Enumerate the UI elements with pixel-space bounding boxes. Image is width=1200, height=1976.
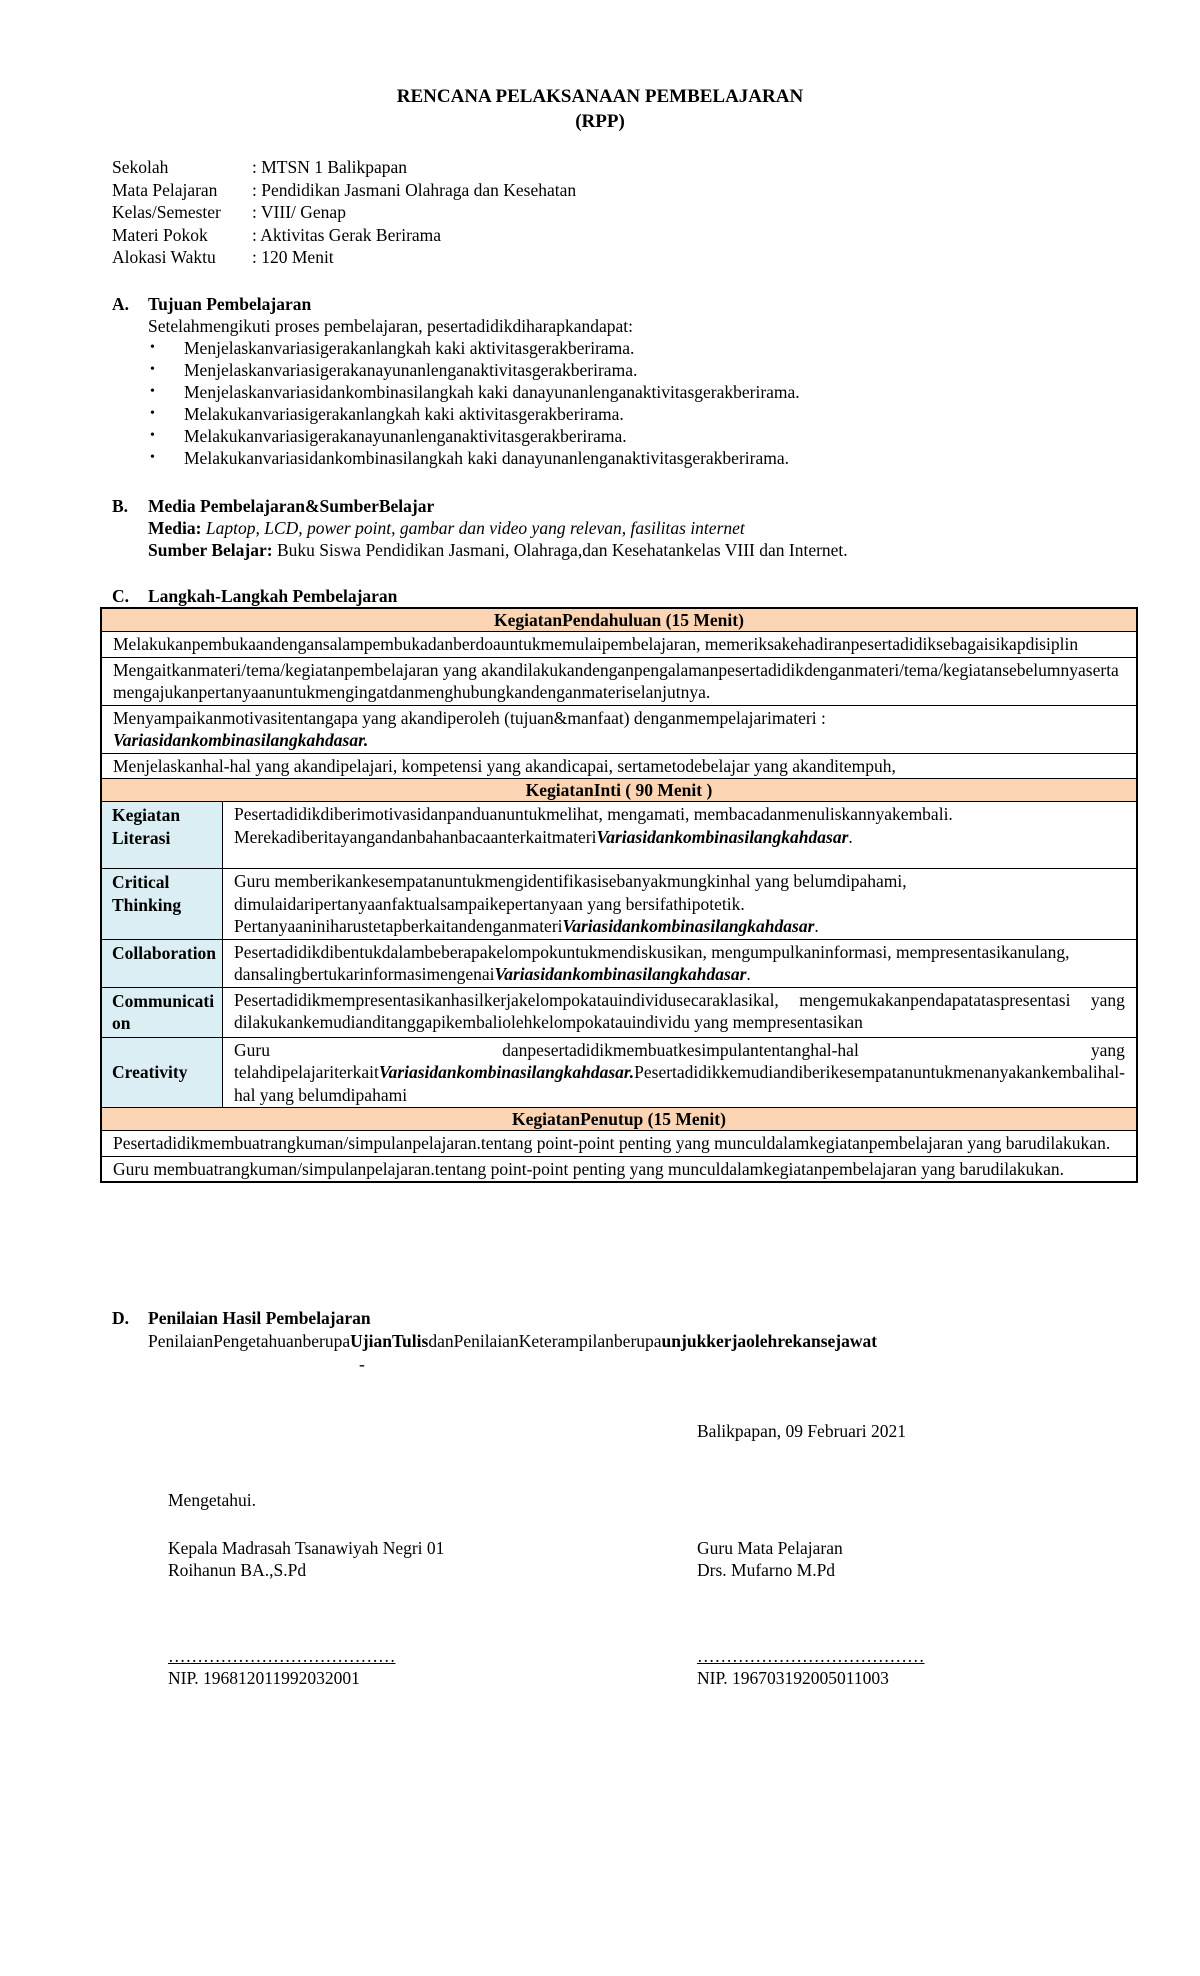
identity-row (112, 201, 576, 224)
identity-row (112, 156, 576, 179)
creativity-text (223, 1037, 1137, 1108)
section-letter: C. (112, 586, 130, 606)
right-title: Guru Mata Pelajaran (697, 1538, 843, 1558)
right-name: Drs. Mufarno M.Pd (697, 1560, 836, 1580)
creativity-body-2: Pesertadidikkemudiandiberikesempatanuntukmenanyakankembalihal-hal yang belumdipahami (234, 1062, 1125, 1105)
bullet-icon: • (150, 362, 155, 377)
media-value: Laptop, LCD, power point, gambar dan video yang relevan, fasilitas internet (201, 518, 745, 538)
left-signature-line: ………………………………… (168, 1646, 396, 1666)
list-item-text: Menjelaskanvariasigerakanayunanlenganaktivitasgerakberirama. (184, 360, 638, 380)
section-a-intro: Setelahmengikuti proses pembelajaran, pesertadidikdiharapkandapat: (148, 316, 633, 336)
table-row (101, 657, 1137, 705)
identity-key: Alokasi Waktu (112, 247, 216, 267)
signature-right (697, 1537, 925, 1689)
assessment-part-2: UjianTulis (350, 1331, 429, 1351)
section-title: Tujuan Pembelajaran (148, 294, 312, 314)
identity-key: Kelas/Semester (112, 202, 221, 222)
list-item (148, 359, 800, 381)
table-row (101, 779, 1137, 802)
pendahuluan-row-3-text: Menyampaikanmotivasitentangapa yang akandiperoleh (tujuan&manfaat) denganmempelajarimateri : (113, 707, 826, 728)
table-row (101, 608, 1137, 632)
identity-value: : Pendidikan Jasmani Olahraga dan Kesehatan (252, 179, 577, 200)
table-row (101, 869, 1137, 940)
section-b-body (148, 517, 848, 561)
topic-text: Variasidankombinasilangkahdasar (494, 964, 747, 984)
identity-key: Sekolah (112, 157, 169, 177)
topic-text: Variasidankombinasilangkahdasar (562, 916, 815, 936)
title-line-2: (RPP) (575, 111, 625, 132)
list-item-text: Melakukanvariasidankombinasilangkah kaki danayunanlenganaktivitasgerakberirama. (184, 448, 789, 468)
topic-end: . (363, 730, 369, 750)
topic-text: Variasidankombinasilangkahdasar (113, 730, 364, 750)
table-row (101, 987, 1137, 1037)
identity-row (112, 179, 576, 202)
topic-end: . (814, 916, 819, 936)
right-signature-line: ………………………………… (697, 1646, 925, 1666)
collaboration-text (223, 939, 1137, 987)
list-item-text: Menjelaskanvariasidankombinasilangkah kaki danayunanlenganaktivitasgerakberirama. (184, 382, 800, 402)
pendahuluan-row-1: Melakukanpembukaandengansalampembukadanberdoauntukmemulaipembelajaran, memeriksakehadiranpesertadidiksebagaisikapdisiplin (101, 632, 1137, 658)
pendahuluan-header: KegiatanPendahuluan (15 Menit) (101, 608, 1137, 632)
pendahuluan-row-2: Mengaitkanmateri/tema/kegiatanpembelajaran yang akandilakukandenganpengalamanpesertadidikdenganmateri/tema/kegiatansebelumnyasertamengajukanpertanyaanuntukmengingatdanmenghubungkandenganmateriselanjutnya. (101, 657, 1137, 705)
assessment-part-4: unjukkerjaolehrekansejawat (661, 1331, 878, 1351)
steps-table (100, 607, 1138, 1183)
pendahuluan-row-4: Menjelaskanhal-hal yang akandipelajari, kompetensi yang akandicapai, sertametodebelajar yang akanditempuh, (101, 753, 1137, 779)
section-title: Media Pembelajaran&SumberBelajar (148, 496, 435, 516)
media-label: Media: (148, 518, 202, 538)
creativity-body: Guru danpesertadidikmembuatkesimpulantentanghal-hal yang telahdipelajariterkait (234, 1039, 1125, 1082)
title-line-1: RENCANA PELAKSANAAN PEMBELAJARAN (396, 86, 804, 107)
list-item-text: Melakukanvariasigerakanlangkah kaki aktivitasgerakberirama. (184, 404, 624, 424)
section-letter: D. (112, 1308, 130, 1328)
list-item (148, 381, 800, 403)
table-row (101, 705, 1137, 753)
media-line (148, 517, 848, 539)
section-letter: A. (112, 294, 130, 314)
collaboration-body: Pesertadidikdibentukdalambeberapakelompokuntukmendiskusikan, mengumpulkaninformasi, mempresentasikanulang, dansalingbertukarinformasimengenai (234, 941, 1070, 984)
list-item (148, 337, 800, 359)
communication-text: Pesertadidikmempresentasikanhasilkerjakelompokatauindividusecaraklasikal, mengemukakanpendapatataspresentasi yang dilakukankemudianditanggapikembaliolehkelompokatauindividu yang mempresentasikan (223, 987, 1137, 1037)
bullet-icon: • (150, 428, 155, 443)
stray-dash: - (359, 1354, 365, 1374)
topic-end: . (848, 826, 853, 847)
inti-header: KegiatanInti ( 90 Menit ) (101, 779, 1137, 802)
topic-end: . (746, 964, 751, 984)
literasi-text (223, 802, 1137, 869)
list-item-text: Menjelaskanvariasigerakanlangkah kaki aktivitasgerakberirama. (184, 338, 635, 358)
communication-label: Communication (101, 987, 223, 1037)
topic-text: Variasidankombinasilangkahdasar. (378, 1062, 635, 1082)
literasi-body: Pesertadidikdiberimotivasidanpanduanuntukmelihat, mengamati, membacadanmenuliskannyakembali. Merekadiberitayangandanbahanbacaanterkaitmateri (234, 804, 953, 847)
identity-value: : VIII/ Genap (252, 202, 346, 222)
table-row (101, 1131, 1137, 1157)
objectives-list (148, 337, 800, 469)
assessment-line (148, 1330, 877, 1352)
table-row (101, 1156, 1137, 1182)
assessment-part-1: PenilaianPengetahuanberupa (148, 1331, 351, 1351)
identity-value: : 120 Menit (252, 247, 334, 267)
creativity-label: Creativity (101, 1037, 223, 1108)
left-title: Kepala Madrasah Tsanawiyah Negri 01 (168, 1538, 445, 1558)
left-nip: NIP. 196812011992032001 (168, 1668, 360, 1688)
list-item-text: Melakukanvariasigerakanayunanlenganaktivitasgerakberirama. (184, 426, 627, 446)
section-a-heading (112, 293, 311, 315)
pendahuluan-row-3 (101, 705, 1137, 753)
table-row (101, 753, 1137, 779)
sumber-line (148, 539, 848, 561)
section-a-body (148, 315, 800, 469)
mengetahui-text: Mengetahui. (168, 1490, 256, 1510)
section-d-body (148, 1330, 877, 1352)
critical-label: Critical Thinking (101, 869, 223, 940)
list-item (148, 447, 800, 469)
place-date: Balikpapan, 09 Februari 2021 (697, 1421, 906, 1441)
table-row (101, 1108, 1137, 1131)
left-name: Roihanun BA.,S.Pd (168, 1560, 307, 1580)
identity-key: Mata Pelajaran (112, 179, 218, 200)
section-b-heading (112, 495, 434, 517)
bullet-icon: • (150, 450, 155, 465)
collaboration-label: Collaboration (101, 939, 223, 987)
section-title: Langkah-Langkah Pembelajaran (148, 586, 398, 606)
penutup-header: KegiatanPenutup (15 Menit) (101, 1108, 1137, 1131)
critical-text (223, 869, 1137, 940)
penutup-row-2: Guru membuatrangkuman/simpulanpelajaran.tentang point-point penting yang munculdalamkegiatanpembelajaran yang barudilakukan. (101, 1156, 1137, 1182)
section-title: Penilaian Hasil Pembelajaran (148, 1308, 371, 1328)
table-row (101, 802, 1137, 869)
critical-body: Guru memberikankesempatanuntukmengidentifikasisebanyakmungkinhal yang belumdipahami, dimulaidaripertanyaanfaktualsampaikepertanyaan yang bersifathipotetik. Pertanyaaniniharustetapberkaitandenganmateri (234, 871, 907, 936)
identity-value: : Aktivitas Gerak Berirama (252, 224, 442, 245)
table-row (101, 632, 1137, 658)
identity-table (112, 156, 576, 269)
bullet-icon: • (150, 340, 155, 355)
list-item (148, 403, 800, 425)
section-d-heading (112, 1307, 371, 1329)
bullet-icon: • (150, 384, 155, 399)
literasi-label: Kegiatan Literasi (101, 802, 223, 869)
list-item (148, 425, 800, 447)
identity-row (112, 246, 576, 269)
identity-row (112, 224, 576, 247)
topic-text: Variasidankombinasilangkahdasar (596, 826, 849, 847)
bullet-icon: • (150, 406, 155, 421)
right-nip: NIP. 196703192005011003 (697, 1668, 889, 1688)
identity-key: Materi Pokok (112, 224, 208, 245)
penutup-row-1: Pesertadidikmembuatrangkuman/simpulanpelajaran.tentang point-point penting yang munculdalamkegiatanpembelajaran yang barudilakukan. (101, 1131, 1137, 1157)
section-letter: B. (112, 496, 129, 516)
section-c-heading (112, 585, 397, 607)
sumber-label: Sumber Belajar: (148, 540, 273, 560)
table-row (101, 939, 1137, 987)
document-title (0, 84, 1200, 134)
signature-left (168, 1537, 444, 1689)
identity-value: : MTSN 1 Balikpapan (252, 157, 408, 177)
sumber-value: Buku Siswa Pendidikan Jasmani, Olahraga,dan Kesehatankelas VIII dan Internet. (272, 540, 848, 560)
table-row (101, 1037, 1137, 1108)
assessment-part-3: danPenilaianKeterampilanberupa (428, 1331, 662, 1351)
